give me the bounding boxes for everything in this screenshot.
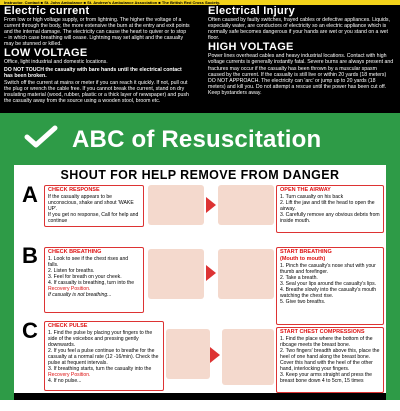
check-breathing-line-5: Recovery Position. (48, 286, 91, 292)
high-voltage-text: Power lines overhead cables and heavy industrial locations. Contact with high voltage currents is generally instantly fatal. Severe burns are always present and fractures may occur if the casualty has been thrown by a muscular spasm caused by the current. If the casualty is still live or within 20 yards (18 meters) DO NOT APPROACH. The electricity can 'arc' or jump up to 20 yards (18 meters) and kill you. Do not attempt a rescue until the power has been cut off. Keep bystanders away. (208, 53, 394, 96)
chest-compressions-line-3: Cover this hand with the heel of the other hand, interlocking your fingers. (280, 360, 373, 372)
check-response-line-2: If you get no response, Call for help and continue (48, 212, 139, 224)
check-pulse-title: CHECK PULSE (48, 323, 88, 329)
bottom-strip (14, 393, 386, 408)
start-breathing-subtitle: (Mouth to mouth) (280, 256, 326, 262)
chest-compressions-line-2: 2. Two fingers' breadth above this, place the heel of one hand along the breast bone. (280, 348, 380, 360)
illustration-shake-casualty (148, 185, 204, 225)
start-breathing-line-3: 3. Seal your lips around the casualty's lips. (280, 281, 377, 287)
instructor-contact-line: Instructor. Contact ■ St. John Ambulance ■ St. Andrew's Ambulance Association ■ The British Red Cross Society. (0, 0, 400, 5)
arrow-icon (206, 265, 216, 281)
chest-compressions-box (276, 327, 384, 393)
row-letter-a: A (22, 182, 38, 207)
illustration-mouth-to-mouth (218, 249, 274, 299)
illustration-check-pulse (166, 329, 210, 379)
illustration-open-airway (218, 185, 274, 225)
start-breathing-line-4: 4. Breathe slowly into the casualty's mouth watching the chest rise. (280, 287, 377, 299)
open-airway-line-2: 2. Lift the jaw and tilt the head to open the airway. (280, 200, 375, 212)
checkmark-icon (24, 125, 58, 149)
check-pulse-line-5: 4. If no pulse... (48, 378, 82, 384)
chest-compressions-line-1: 1. Find the place where the bottom of the ribcage meets the breast bone. (280, 336, 373, 348)
electrical-injury-text: Often caused by faulty switches, frayed cables or defective appliances. Liquids, especially water, are conductors of electricity so an electric appliance which is normally safe becomes dangerous if your hands are wet or you stand on a wet floor. (208, 17, 390, 42)
check-pulse-line-2: 2. If you feel a pulse continue to breathe for the casualty at a normal rate (12 -16/min). Check the pulse at frequent intervals. (48, 348, 159, 366)
bottom-text: Unconscious casualties who are (18, 402, 90, 408)
start-breathing-line-5: 5. Give two breaths. (280, 299, 326, 305)
check-pulse-line-3: 3. If breathing starts, turn the casualty into the (48, 366, 152, 372)
illustration-check-breathing (148, 249, 204, 299)
electric-current-heading: Electric current (4, 5, 90, 17)
abc-section (0, 113, 400, 408)
open-airway-box (276, 185, 384, 233)
row-letter-c: C (22, 318, 38, 343)
electric-current-text: From low or high voltage supply, or from lightning. The higher the voltage of a current through the body, the more extensive the burn at the entry and exit points and the internal damage. The electricity can cause the heart to quiver or to stop – in which case breathing will cease. Lightning may set alight and the casualty may be stunned or killed. (4, 17, 190, 48)
check-breathing-title: CHECK BREATHING (48, 249, 102, 255)
abc-subtitle: SHOUT FOR HELP REMOVE FROM DANGER (60, 168, 340, 182)
start-breathing-box (276, 247, 384, 325)
left-column (4, 6, 190, 105)
check-breathing-line-2: 2. Listen for breaths. (48, 268, 95, 274)
check-breathing-line-4: 4. If casualty is breathing, turn into the (48, 280, 135, 286)
low-voltage-warning: DO NOT TOUCH the casualty with bare hands until the electrical contact has been broken. (4, 66, 182, 79)
check-breathing-line-3: 3. Feel for breath on your cheek. (48, 274, 122, 280)
open-airway-line-1: 1. Turn casualty on his back (280, 194, 344, 200)
abc-title: ABC of Resuscitation (72, 126, 322, 153)
arrow-icon (206, 197, 216, 213)
start-breathing-title: START BREATHING (280, 249, 332, 255)
chest-compressions-title: START CHEST COMPRESSIONS (280, 329, 365, 335)
chest-compressions-line-4: 3. Keep your arms straight and press the breast bone down 4 to 5cm, 15 times (280, 372, 373, 384)
open-airway-title: OPEN THE AIRWAY (280, 187, 331, 193)
open-airway-line-3: 3. Carefully remove any obvious debris from inside mouth. (280, 212, 380, 224)
check-pulse-line-1: 1. Find the pulse by placing your fingers to the side of the voicebox and pressing gently downwards. (48, 330, 153, 348)
right-column (208, 6, 394, 97)
start-breathing-line-1: 1. Pinch the casualty's nose shut with your thumb and forefinger. (280, 263, 376, 275)
row-letter-b: B (22, 243, 38, 268)
check-breathing-box (44, 247, 144, 313)
check-breathing-footer: If casualty is not breathing... (48, 292, 112, 298)
check-response-title: CHECK RESPONSE (48, 187, 100, 193)
check-response-line-1: If the casualty appears to be unconscious, shake and shout 'WAKE UP'. (48, 194, 134, 212)
low-voltage-heading: LOW VOLTAGE (4, 47, 88, 60)
check-breathing-line-1: 1. Look to see if the chest rises and falls. (48, 256, 129, 268)
abc-content (14, 119, 386, 408)
start-breathing-line-2: 2. Take a breath. (280, 275, 318, 281)
check-response-box (44, 185, 144, 227)
abc-banner (14, 119, 386, 165)
arrow-icon (210, 347, 220, 363)
high-voltage-heading: HIGH VOLTAGE (208, 41, 294, 54)
low-voltage-text: Switch off the current at mains or meter if you can reach it quickly. If not, pull out the plug or wrench the cable free. If you cannot break the current, stand on dry insulating material (wood, rubber, plastic or a thick layer of newspaper) and push the casualty away from the source using a wooden stool, broom etc. (4, 79, 189, 105)
electric-injury-panel (0, 0, 400, 113)
electrical-injury-heading: Electrical Injury (208, 5, 296, 17)
check-pulse-line-4: Recovery Position. (48, 372, 91, 378)
illustration-chest-compressions (222, 329, 274, 385)
check-pulse-box (44, 321, 164, 391)
low-voltage-location: Office, light industrial and domestic locations. (4, 59, 108, 66)
